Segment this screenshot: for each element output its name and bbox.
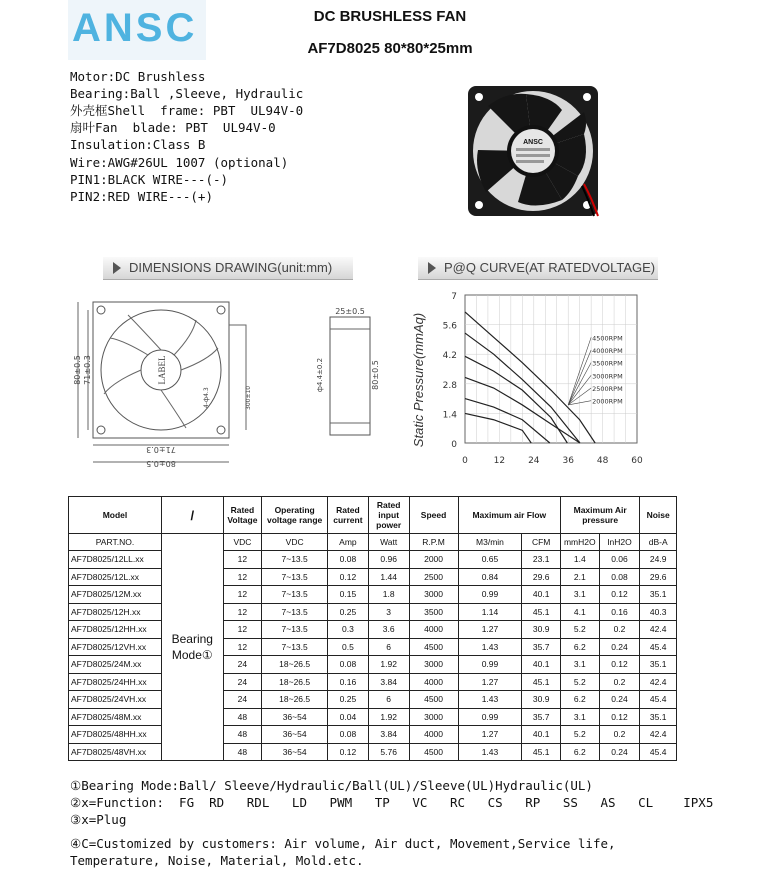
table-cell: 0.96 (368, 551, 409, 569)
table-cell: 18~26.5 (262, 656, 328, 674)
table-row (69, 551, 677, 569)
table-cell: 45.1 (522, 743, 561, 761)
dim-side-diameter: ф4.4±0.2 (316, 357, 324, 393)
table-cell: 0.24 (599, 638, 640, 656)
table-cell: 0.25 (328, 691, 369, 709)
table-cell: 3000 (409, 656, 458, 674)
bearing-mode-cell: Bearing Mode① (161, 534, 223, 761)
chart-series-labels (568, 334, 623, 405)
mount-hole (217, 306, 225, 314)
table-cell: 1.27 (458, 673, 522, 691)
table-cell: 6 (368, 691, 409, 709)
table-row (69, 743, 677, 761)
table-cell: 0.12 (328, 568, 369, 586)
table-cell: 7~13.5 (262, 551, 328, 569)
part-number-cell: AF7D8025/12HH.xx (69, 621, 162, 639)
table-cell: 40.1 (522, 726, 561, 744)
table-cell: 0.12 (599, 656, 640, 674)
dim-hole-size: 4-ф4.3 (203, 387, 210, 408)
mount-hole (475, 201, 483, 209)
part-number-cell: AF7D8025/48HH.xx (69, 726, 162, 744)
unit-cell: Watt (368, 534, 409, 551)
header-rated-current: Rated current (328, 497, 369, 534)
mount-hole (97, 306, 105, 314)
table-cell: 0.16 (328, 673, 369, 691)
table-cell: 3.84 (368, 673, 409, 691)
table-cell: 7~13.5 (262, 621, 328, 639)
part-number-cell: AF7D8025/48VH.xx (69, 743, 162, 761)
table-cell: 36~54 (262, 726, 328, 744)
y-tick-label: 4.2 (442, 351, 457, 362)
table-row (69, 603, 677, 621)
table-cell: 0.24 (599, 691, 640, 709)
table-cell: 48 (223, 743, 262, 761)
note-customized: ④C=Customized by customers: Air volume, Air duct, Movement,Service life, (70, 836, 616, 851)
x-tick-label: 12 (493, 456, 506, 466)
table-cell: 4000 (409, 726, 458, 744)
table-cell: 23.1 (522, 551, 561, 569)
table-cell: 2000 (409, 551, 458, 569)
table-row (69, 586, 677, 604)
dim-side-thickness: 25±0.5 (335, 307, 365, 316)
table-cell: 12 (223, 621, 262, 639)
table-cell: 1.43 (458, 743, 522, 761)
table-cell: 2.1 (560, 568, 599, 586)
table-row (69, 726, 677, 744)
table-cell: 29.6 (640, 568, 677, 586)
table-cell: 3.1 (560, 586, 599, 604)
table-cell: 0.04 (328, 708, 369, 726)
table-cell: 18~26.5 (262, 691, 328, 709)
fan-photo (466, 84, 600, 218)
table-cell: 48 (223, 726, 262, 744)
table-cell: 1.14 (458, 603, 522, 621)
table-cell: 0.16 (599, 603, 640, 621)
wire-path (229, 325, 246, 430)
header-model: Model (69, 497, 162, 534)
x-tick-label: 36 (562, 456, 574, 466)
y-tick-label: 2.8 (442, 380, 457, 391)
table-cell: 0.5 (328, 638, 369, 656)
header-rated-power: Rated input power (368, 497, 409, 534)
unit-cell: VDC (223, 534, 262, 551)
table-cell: 0.12 (599, 586, 640, 604)
unit-cell: Amp (328, 534, 369, 551)
fan-label-line (516, 154, 550, 157)
series-label: 4000RPM (592, 346, 623, 355)
part-number-cell: AF7D8025/12LL.xx (69, 551, 162, 569)
table-cell: 0.84 (458, 568, 522, 586)
y-tick-label: 7 (451, 292, 457, 302)
table-cell: 12 (223, 551, 262, 569)
table-cell: 24 (223, 673, 262, 691)
x-tick-label: 24 (528, 456, 540, 466)
unit-cell: dB-A (640, 534, 677, 551)
table-cell: 1.44 (368, 568, 409, 586)
x-tick-label: 60 (631, 456, 643, 466)
series-label: 3500RPM (592, 359, 623, 368)
table-cell: 35.1 (640, 656, 677, 674)
table-cell: 1.43 (458, 638, 522, 656)
table-cell: 45.4 (640, 743, 677, 761)
dimensions-banner: DIMENSIONS DRAWING(unit:mm) (103, 257, 353, 280)
table-cell: 1.27 (458, 726, 522, 744)
table-cell: 40.1 (522, 656, 561, 674)
note-bearing-mode: ①Bearing Mode:Ball/ Sleeve/Hydraulic/Ball(UL)/Sleeve(UL)Hydraulic(UL) (70, 778, 593, 793)
mount-hole (475, 93, 483, 101)
table-cell: 1.27 (458, 621, 522, 639)
x-tick-label: 48 (596, 456, 609, 466)
table-cell: 0.2 (599, 621, 640, 639)
note-plug: ③x=Plug (70, 812, 127, 827)
table-cell: 40.1 (522, 586, 561, 604)
table-cell: 7~13.5 (262, 603, 328, 621)
part-number-cell: AF7D8025/48M.xx (69, 708, 162, 726)
table-cell: 3.84 (368, 726, 409, 744)
spec-pin2: PIN2:RED WIRE---(+) (70, 189, 213, 204)
table-cell: 40.3 (640, 603, 677, 621)
table-row (69, 673, 677, 691)
table-cell: 6.2 (560, 638, 599, 656)
table-cell: 0.3 (328, 621, 369, 639)
table-cell: 45.1 (522, 603, 561, 621)
table-cell: 0.12 (328, 743, 369, 761)
header-max-air-flow: Maximum air Flow (458, 497, 560, 534)
pq-series-line (465, 399, 550, 443)
table-cell: 4500 (409, 638, 458, 656)
unit-cell: VDC (262, 534, 328, 551)
table-cell: 3000 (409, 586, 458, 604)
table-cell: 3000 (409, 708, 458, 726)
note-function: ②x=Function: FG RD RDL LD PWM TP VC RC CS RP SS AS CL IPX5 (70, 795, 714, 810)
table-cell: 3 (368, 603, 409, 621)
table-cell: 18~26.5 (262, 673, 328, 691)
table-cell: 12 (223, 638, 262, 656)
dimensions-front-view (68, 290, 318, 470)
spec-table (68, 496, 677, 761)
table-cell: 24 (223, 691, 262, 709)
banner-arrow-icon (428, 262, 436, 274)
label-text: LABEL (157, 355, 167, 385)
table-cell: 35.1 (640, 708, 677, 726)
table-cell: 0.99 (458, 586, 522, 604)
table-cell: 45.4 (640, 638, 677, 656)
series-label: 2000RPM (592, 397, 623, 406)
table-cell: 35.7 (522, 638, 561, 656)
pq-curve-banner: P@Q CURVE(AT RATEDVOLTAGE) (418, 257, 658, 280)
banner-arrow-icon (113, 262, 121, 274)
part-number-cell: AF7D8025/24HH.xx (69, 673, 162, 691)
dim-front-height-inner: 71±0.3 (83, 355, 92, 385)
table-cell: 12 (223, 603, 262, 621)
table-cell: 7~13.5 (262, 586, 328, 604)
series-label: 4500RPM (592, 334, 623, 343)
table-cell: 0.2 (599, 726, 640, 744)
chart-y-ticks (443, 292, 458, 450)
x-tick-label: 0 (462, 456, 468, 466)
unit-cell: CFM (522, 534, 561, 551)
table-cell: 35.1 (640, 586, 677, 604)
header-slash: / (161, 497, 223, 534)
table-cell: 42.4 (640, 621, 677, 639)
unit-cell: PART.NO. (69, 534, 162, 551)
spec-pin1: PIN1:BLACK WIRE---(-) (70, 172, 229, 187)
part-number-cell: AF7D8025/12VH.xx (69, 638, 162, 656)
table-cell: 3.1 (560, 656, 599, 674)
chart-y-axis-label: Static Pressure(mmAq) (411, 312, 426, 448)
fan-label-line (516, 148, 550, 151)
mount-hole (583, 93, 591, 101)
unit-cell: mmH2O (560, 534, 599, 551)
table-cell: 0.25 (328, 603, 369, 621)
table-cell: 29.6 (522, 568, 561, 586)
table-cell: 1.43 (458, 691, 522, 709)
dim-wire-length: 300±10 (245, 385, 252, 410)
table-units-row (69, 534, 677, 551)
table-cell: 1.4 (560, 551, 599, 569)
brand-logo: ANSC (72, 6, 198, 50)
unit-cell: R.P.M (409, 534, 458, 551)
table-cell: 0.99 (458, 708, 522, 726)
table-cell: 45.4 (640, 691, 677, 709)
table-cell: 4500 (409, 743, 458, 761)
dim-front-width-bottom: 80±0.5 (146, 459, 176, 468)
unit-cell: M3/min (458, 534, 522, 551)
spec-insulation: Insulation:Class B (70, 137, 206, 152)
pq-series-line (465, 312, 595, 443)
table-cell: 1.92 (368, 708, 409, 726)
table-cell: 36~54 (262, 743, 328, 761)
table-cell: 1.92 (368, 656, 409, 674)
table-cell: 0.08 (328, 726, 369, 744)
side-outline (330, 317, 370, 435)
dimensions-side-view (318, 305, 388, 445)
table-cell: 4000 (409, 673, 458, 691)
table-cell: 5.2 (560, 726, 599, 744)
table-cell: 36~54 (262, 708, 328, 726)
part-number-cell: AF7D8025/24M.xx (69, 656, 162, 674)
part-number-cell: AF7D8025/12H.xx (69, 603, 162, 621)
unit-cell: InH2O (599, 534, 640, 551)
header-operating-voltage: Operating voltage range (262, 497, 328, 534)
table-cell: 30.9 (522, 691, 561, 709)
header-rated-voltage: Rated Voltage (223, 497, 262, 534)
table-cell: 12 (223, 568, 262, 586)
table-row (69, 656, 677, 674)
chart-series (465, 312, 595, 443)
table-row (69, 691, 677, 709)
table-cell: 1.8 (368, 586, 409, 604)
table-cell: 6.2 (560, 691, 599, 709)
table-cell: 0.08 (599, 568, 640, 586)
pq-series-line (465, 413, 531, 443)
table-cell: 0.24 (599, 743, 640, 761)
table-row (69, 621, 677, 639)
part-number-cell: AF7D8025/12L.xx (69, 568, 162, 586)
table-cell: 4.1 (560, 603, 599, 621)
table-cell: 45.1 (522, 673, 561, 691)
table-cell: 4500 (409, 691, 458, 709)
spec-wire: Wire:AWG#26UL 1007 (optional) (70, 155, 289, 170)
chart-x-ticks (462, 456, 643, 466)
table-cell: 30.9 (522, 621, 561, 639)
table-cell: 5.2 (560, 673, 599, 691)
table-cell: 0.2 (599, 673, 640, 691)
table-cell: 0.06 (599, 551, 640, 569)
dim-front-width-top: 71±0.3 (146, 445, 176, 454)
table-header-row (69, 497, 677, 534)
pq-curve-chart (405, 285, 665, 475)
table-cell: 0.15 (328, 586, 369, 604)
dim-front-height-outer: 80±0.5 (73, 355, 82, 385)
table-row (69, 568, 677, 586)
table-cell: 3.6 (368, 621, 409, 639)
table-cell: 35.7 (522, 708, 561, 726)
table-cell: 6 (368, 638, 409, 656)
part-number-cell: AF7D8025/24VH.xx (69, 691, 162, 709)
table-row (69, 708, 677, 726)
table-cell: 0.08 (328, 656, 369, 674)
y-tick-label: 5.6 (442, 321, 457, 332)
table-cell: 7~13.5 (262, 638, 328, 656)
table-cell: 42.4 (640, 726, 677, 744)
model-dimensions-title: AF7D8025 80*80*25mm (307, 40, 473, 57)
table-cell: 24 (223, 656, 262, 674)
y-tick-label: 0 (451, 440, 457, 450)
table-cell: 48 (223, 708, 262, 726)
part-number-cell: AF7D8025/12M.xx (69, 586, 162, 604)
spec-shell-frame: 外壳框Shell frame: PBT UL94V-0 (70, 103, 304, 118)
table-cell: 6.2 (560, 743, 599, 761)
series-label: 3000RPM (592, 372, 623, 381)
dim-side-height: 80±0.5 (371, 360, 380, 390)
table-cell: 12 (223, 586, 262, 604)
table-cell: 3.1 (560, 708, 599, 726)
table-cell: 0.12 (599, 708, 640, 726)
table-cell: 0.08 (328, 551, 369, 569)
spec-fan-blade: 扇叶Fan blade: PBT UL94V-0 (70, 120, 276, 135)
header-noise: Noise (640, 497, 677, 534)
mount-hole (217, 426, 225, 434)
table-cell: 5.76 (368, 743, 409, 761)
pq-series-line (465, 356, 567, 443)
table-cell: 24.9 (640, 551, 677, 569)
table-cell: 4000 (409, 621, 458, 639)
spec-bearing: Bearing:Ball ,Sleeve, Hydraulic (70, 86, 304, 101)
table-cell: 5.2 (560, 621, 599, 639)
header-max-air-pressure: Maximum Air pressure (560, 497, 639, 534)
table-cell: 0.65 (458, 551, 522, 569)
table-cell: 3500 (409, 603, 458, 621)
table-cell: 42.4 (640, 673, 677, 691)
table-cell: 0.99 (458, 656, 522, 674)
spec-motor: Motor:DC Brushless (70, 69, 206, 84)
document-title: DC BRUSHLESS FAN (313, 8, 467, 25)
table-cell: 7~13.5 (262, 568, 328, 586)
note-customized-cont: Temperature, Noise, Material, Mold.etc. (70, 853, 364, 868)
table-row (69, 638, 677, 656)
mount-hole (97, 426, 105, 434)
y-tick-label: 1.4 (442, 410, 457, 421)
header-speed: Speed (409, 497, 458, 534)
series-label: 2500RPM (592, 385, 623, 394)
fan-label-line (516, 160, 544, 163)
fan-label-brand: ANSC (523, 139, 543, 146)
table-cell: 2500 (409, 568, 458, 586)
